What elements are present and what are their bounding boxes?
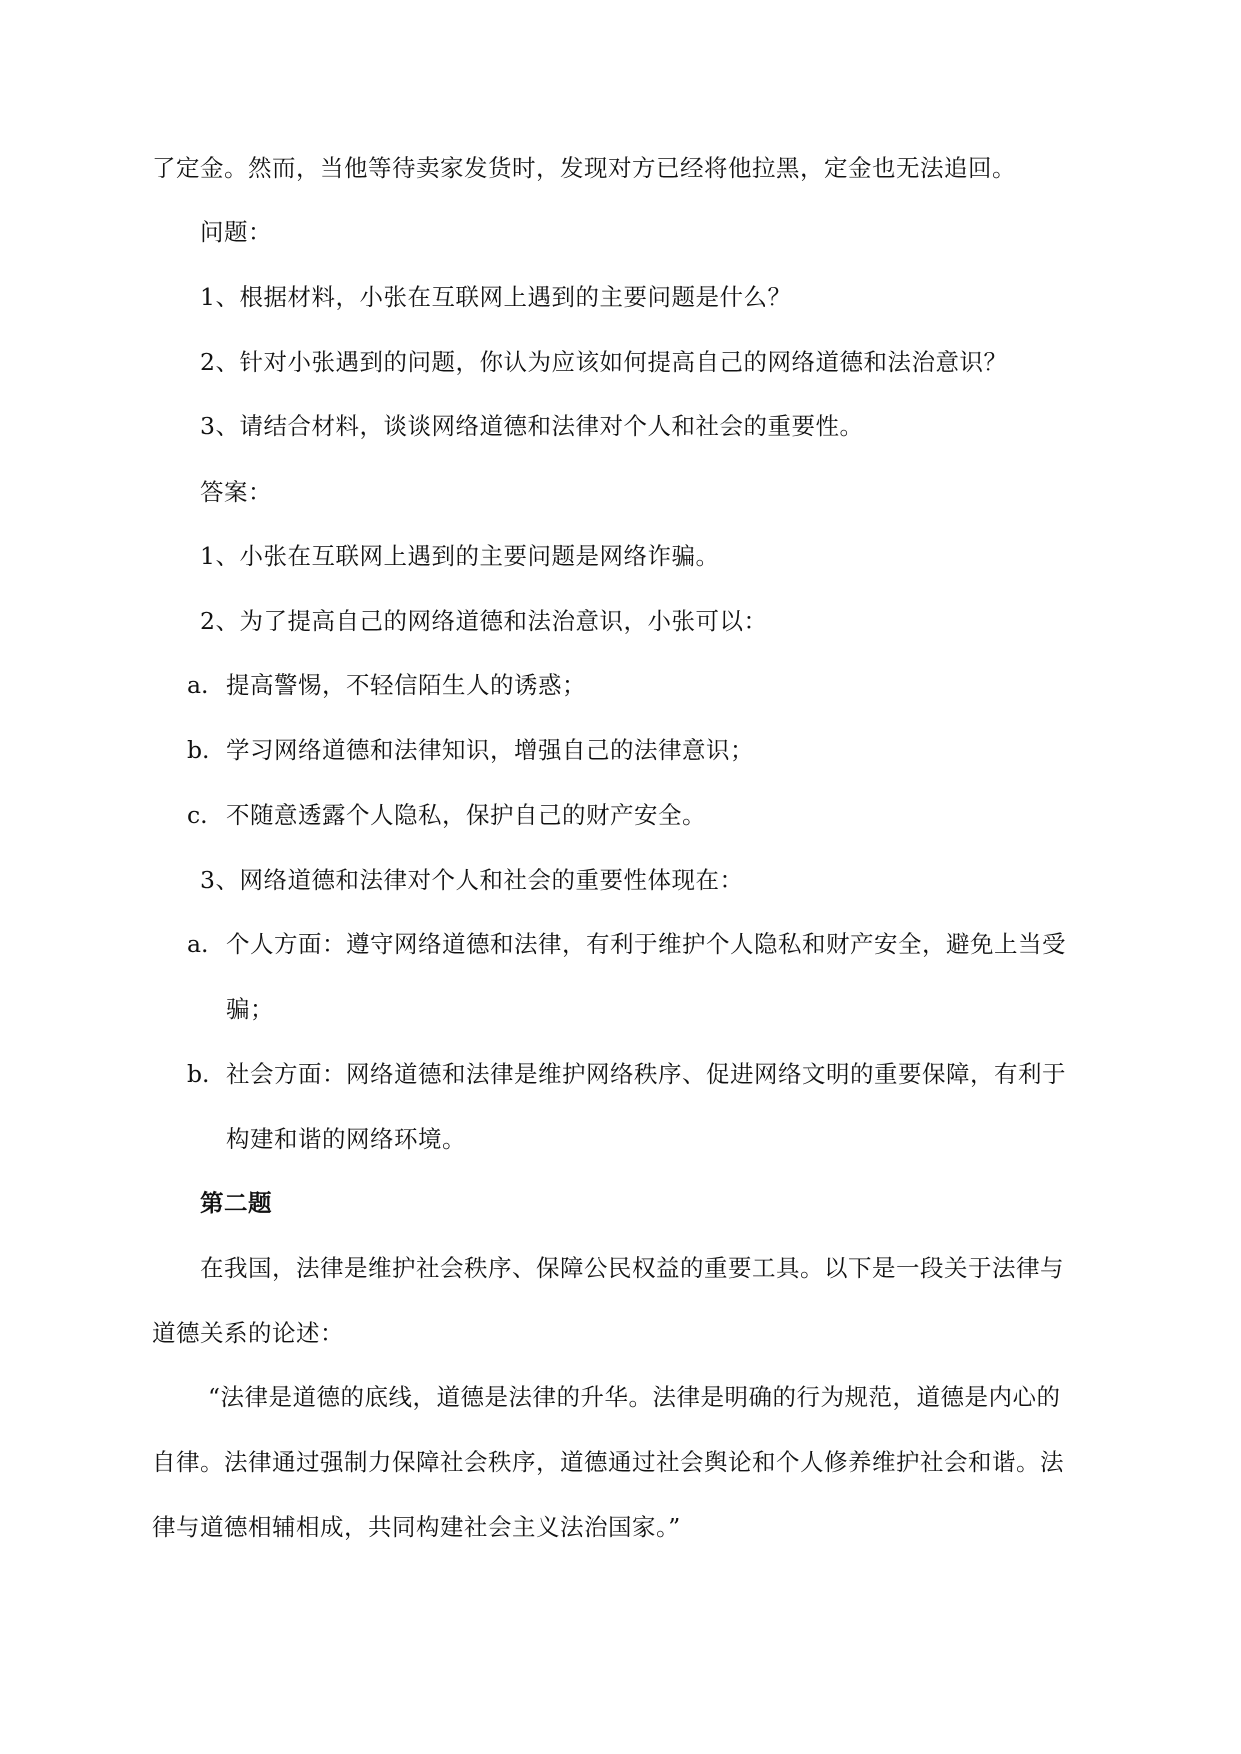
list-item: 学习网络道德和法律知识，增强自己的法律意识；: [226, 736, 754, 764]
section-title: 第二题: [200, 1189, 272, 1217]
answer-2-intro: 2、为了提高自己的网络道德和法治意识，小张可以：: [200, 607, 768, 635]
list-marker: b.: [187, 736, 210, 764]
answers-heading: 答案：: [200, 478, 272, 506]
section-two-paragraph-line: 道德关系的论述：: [152, 1319, 344, 1347]
list-marker: a.: [187, 930, 209, 958]
list-item-continuation: 构建和谐的网络环境。: [226, 1125, 466, 1153]
answer-1: 1、小张在互联网上遇到的主要问题是网络诈骗。: [200, 542, 720, 570]
section-two-paragraph-line: 在我国，法律是维护社会秩序、保障公民权益的重要工具。以下是一段关于法律与: [200, 1254, 1064, 1282]
questions-heading: 问题：: [200, 218, 272, 246]
answer-3-intro: 3、网络道德和法律对个人和社会的重要性体现在：: [200, 866, 744, 894]
list-item-continuation: 骗；: [226, 995, 274, 1023]
continuation-line: 了定金。然而，当他等待卖家发货时，发现对方已经将他拉黑，定金也无法追回。: [152, 154, 1016, 182]
list-item: 不随意透露个人隐私，保护自己的财产安全。: [226, 801, 706, 829]
list-item: 个人方面：遵守网络道德和法律，有利于维护个人隐私和财产安全，避免上当受: [226, 930, 1066, 958]
list-marker: b.: [187, 1060, 210, 1088]
question-3: 3、请结合材料，谈谈网络道德和法律对个人和社会的重要性。: [200, 412, 864, 440]
quote-line: 自律。法律通过强制力保障社会秩序，道德通过社会舆论和个人修养维护社会和谐。法: [152, 1448, 1064, 1476]
list-item: 提高警惕，不轻信陌生人的诱惑；: [226, 671, 586, 699]
list-marker: c.: [187, 801, 208, 829]
question-2: 2、针对小张遇到的问题，你认为应该如何提高自己的网络道德和法治意识？: [200, 348, 1008, 376]
quote-line: “法律是道德的底线，道德是法律的升华。法律是明确的行为规范，道德是内心的: [208, 1383, 1061, 1411]
list-marker: a.: [187, 671, 209, 699]
question-1: 1、根据材料，小张在互联网上遇到的主要问题是什么？: [200, 283, 792, 311]
quote-line: 律与道德相辅相成，共同构建社会主义法治国家。”: [152, 1513, 681, 1541]
list-item: 社会方面：网络道德和法律是维护网络秩序、促进网络文明的重要保障，有利于: [226, 1060, 1066, 1088]
